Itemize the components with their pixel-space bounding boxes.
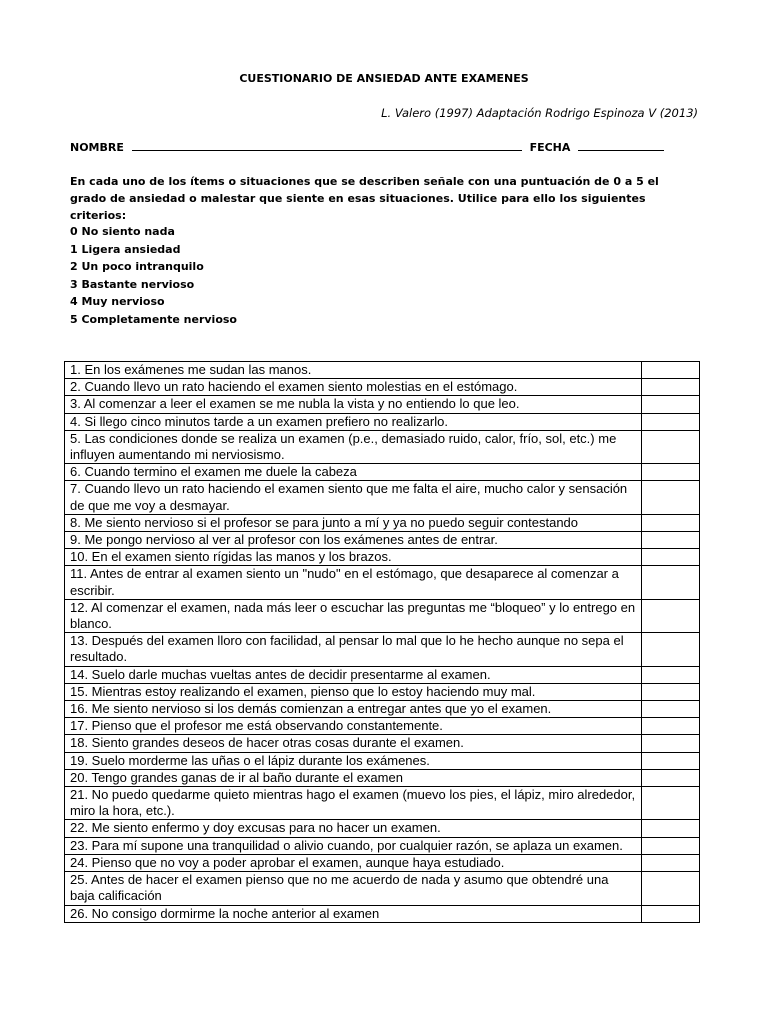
table-row [65, 718, 700, 735]
answer-cell[interactable] [642, 514, 700, 531]
answer-cell[interactable] [642, 787, 700, 820]
answer-cell[interactable] [642, 396, 700, 413]
item-text: 24. Pienso que no voy a poder aprobar el examen, aunque haya estudiado. [65, 854, 642, 871]
criteria-item: 2 Un poco intranquilo [70, 260, 204, 273]
table-row [65, 735, 700, 752]
answer-cell[interactable] [642, 905, 700, 922]
criteria-list [70, 223, 237, 328]
item-text: 13. Después del examen lloro con facilidad, al pensar lo mal que lo he hecho aunque no sepa el resultado. [65, 633, 642, 666]
answer-cell[interactable] [642, 666, 700, 683]
answer-cell[interactable] [642, 872, 700, 905]
answer-cell[interactable] [642, 481, 700, 514]
item-text: 10. En el examen siento rígidas las manos y los brazos. [65, 549, 642, 566]
fecha-label: FECHA [529, 141, 571, 154]
item-text: 5. Las condiciones donde se realiza un examen (p.e., demasiado ruido, calor, frío, sol, etc.) me influyen aumentando mi nerviosismo. [65, 430, 642, 463]
answer-cell[interactable] [642, 752, 700, 769]
table-row [65, 633, 700, 666]
item-text: 21. No puedo quedarme quieto mientras hago el examen (muevo los pies, el lápiz, miro alrededor, miro la hora, etc.). [65, 787, 642, 820]
answer-cell[interactable] [642, 854, 700, 871]
answer-cell[interactable] [642, 532, 700, 549]
item-text: 7. Cuando llevo un rato haciendo el examen siento que me falta el aire, mucho calor y sensación de que me voy a desmayar. [65, 481, 642, 514]
item-text: 25. Antes de hacer el examen pienso que no me acuerdo de nada y asumo que obtendré una baja calificación [65, 872, 642, 905]
item-text: 26. No consigo dormirme la noche anterior al examen [65, 905, 642, 922]
criteria-item: 0 No siento nada [70, 225, 175, 238]
item-text: 15. Mientras estoy realizando el examen, pienso que lo estoy haciendo muy mal. [65, 683, 642, 700]
answer-cell[interactable] [642, 683, 700, 700]
criteria-item: 5 Completamente nervioso [70, 312, 237, 326]
table-row [65, 396, 700, 413]
table-row [65, 430, 700, 463]
item-text: 9. Me pongo nervioso al ver al profesor con los exámenes antes de entrar. [65, 532, 642, 549]
item-text: 22. Me siento enfermo y doy excusas para no hacer un examen. [65, 820, 642, 837]
table-row [65, 854, 700, 871]
answer-cell[interactable] [642, 430, 700, 463]
answer-cell[interactable] [642, 701, 700, 718]
answer-cell[interactable] [642, 599, 700, 632]
answer-cell[interactable] [642, 633, 700, 666]
nombre-label: NOMBRE [70, 141, 124, 154]
item-text: 8. Me siento nervioso si el profesor se para junto a mí y ya no puedo seguir contestando [65, 514, 642, 531]
table-row [65, 481, 700, 514]
document-title: CUESTIONARIO DE ANSIEDAD ANTE EXAMENES [239, 72, 529, 85]
answer-cell[interactable] [642, 820, 700, 837]
table-row [65, 514, 700, 531]
table-row [65, 379, 700, 396]
item-text: 11. Antes de entrar al examen siento un "nudo" en el estómago, que desaparece al comenzar a escribir. [65, 566, 642, 599]
item-text: 14. Suelo darle muchas vueltas antes de decidir presentarme al examen. [65, 666, 642, 683]
criteria-item: 1 Ligera ansiedad [70, 242, 181, 256]
item-text: 23. Para mí supone una tranquilidad o alivio cuando, por cualquier razón, se aplaza un examen. [65, 837, 642, 854]
instructions: En cada uno de los ítems o situaciones que se describen señale con una puntuación de 0 a 5 el grado de ansiedad o malestar que siente en esas situaciones. Utilice para ello los siguientes criterios: [70, 175, 659, 222]
table-row [65, 701, 700, 718]
criteria-item: 4 Muy nervioso [70, 295, 165, 308]
table-row [65, 413, 700, 430]
answer-cell[interactable] [642, 464, 700, 481]
item-text: 4. Si llego cinco minutos tarde a un examen prefiero no realizarlo. [65, 413, 642, 430]
answer-cell[interactable] [642, 362, 700, 379]
item-text: 16. Me siento nervioso si los demás comienzan a entregar antes que yo el examen. [65, 701, 642, 718]
criteria-item: 3 Bastante nervioso [70, 277, 195, 291]
item-text: 3. Al comenzar a leer el examen se me nubla la vista y no entiendo lo que leo. [65, 396, 642, 413]
table-row [65, 566, 700, 599]
item-text: 20. Tengo grandes ganas de ir al baño durante el examen [65, 769, 642, 786]
table-row [65, 752, 700, 769]
table-row [65, 837, 700, 854]
answer-cell[interactable] [642, 718, 700, 735]
table-row [65, 532, 700, 549]
questionnaire-table [64, 361, 700, 923]
table-row [65, 905, 700, 922]
table-row [65, 683, 700, 700]
table-row [65, 549, 700, 566]
name-date-line [70, 140, 668, 154]
item-text: 12. Al comenzar el examen, nada más leer o escuchar las preguntas me “bloqueo” y lo entrego en blanco. [65, 599, 642, 632]
table-row [65, 362, 700, 379]
item-text: 1. En los exámenes me sudan las manos. [65, 362, 642, 379]
table-row [65, 787, 700, 820]
answer-cell[interactable] [642, 549, 700, 566]
item-text: 19. Suelo morderme las uñas o el lápiz durante los exámenes. [65, 752, 642, 769]
nombre-field[interactable] [132, 140, 522, 151]
answer-cell[interactable] [642, 566, 700, 599]
answer-cell[interactable] [642, 769, 700, 786]
fecha-field[interactable] [578, 140, 664, 151]
citation: L. Valero (1997) Adaptación Rodrigo Espinoza V (2013) [381, 106, 698, 120]
item-text: 17. Pienso que el profesor me está observando constantemente. [65, 718, 642, 735]
item-text: 2. Cuando llevo un rato haciendo el examen siento molestias en el estómago. [65, 379, 642, 396]
answer-cell[interactable] [642, 413, 700, 430]
item-text: 18. Siento grandes deseos de hacer otras cosas durante el examen. [65, 735, 642, 752]
answer-cell[interactable] [642, 379, 700, 396]
answer-cell[interactable] [642, 837, 700, 854]
answer-cell[interactable] [642, 735, 700, 752]
table-row [65, 872, 700, 905]
item-text: 6. Cuando termino el examen me duele la cabeza [65, 464, 642, 481]
table-row [65, 820, 700, 837]
table-row [65, 769, 700, 786]
table-row [65, 599, 700, 632]
table-row [65, 666, 700, 683]
table-row [65, 464, 700, 481]
